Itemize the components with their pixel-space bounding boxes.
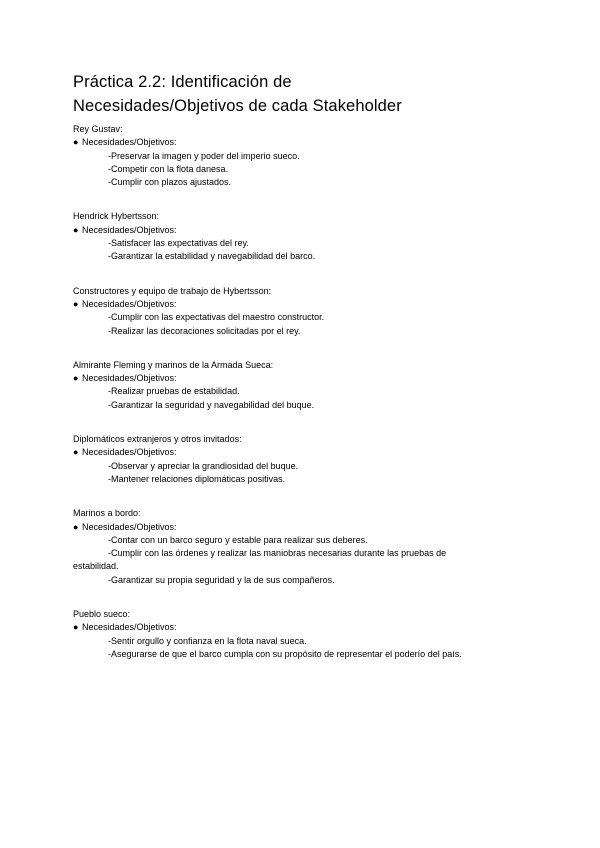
need-item: -Realizar pruebas de estabilidad. [108, 386, 240, 397]
stakeholder-section-rey-gustav [73, 123, 533, 189]
title-line-1: Práctica 2.2: Identificación de [73, 73, 292, 91]
need-item: -Asegurarse de que el barco cumpla con su propósito de representar el poderío del país. [108, 648, 462, 659]
stakeholder-name: Diplomáticos extranjeros y otros invitados: [73, 434, 242, 445]
needs-bullet [73, 621, 533, 634]
stakeholder-name: Hendrick Hybertsson: [73, 211, 160, 222]
need-item: -Cumplir con las expectativas del maestro constructor. [108, 312, 325, 323]
need-item: -Cumplir con plazos ajustados. [108, 177, 232, 188]
stakeholder-section-hendrick-hybertsson [73, 210, 533, 263]
bullet-icon: ● [73, 224, 79, 235]
bullet-icon: ● [73, 137, 79, 148]
need-item: -Mantener relaciones diplomáticas positivas. [108, 473, 286, 484]
bullet-icon: ● [73, 521, 79, 532]
need-item: -Competir con la flota danesa. [108, 163, 229, 174]
need-item-continuation: estabilidad. [73, 561, 119, 572]
stakeholder-name: Rey Gustav: [73, 124, 123, 134]
needs-label: Necesidades/Objetivos: [82, 224, 177, 235]
needs-bullet [73, 446, 533, 459]
needs-label: Necesidades/Objetivos: [82, 298, 177, 309]
stakeholder-name: Almirante Fleming y marinos de la Armada Sueca: [73, 359, 274, 370]
needs-bullet [73, 224, 533, 237]
need-item: -Garantizar la seguridad y navegabilidad del buque. [108, 399, 315, 410]
need-item: -Sentir orgullo y confianza en la flota naval sueca. [108, 635, 307, 646]
stakeholder-name: Constructores y equipo de trabajo de Hybertsson: [73, 285, 272, 296]
needs-bullet [73, 298, 533, 311]
bullet-icon: ● [73, 622, 79, 633]
stakeholder-section-diplomaticos [73, 433, 533, 486]
stakeholder-name: Pueblo sueco: [73, 609, 131, 620]
need-item: -Garantizar la estabilidad y navegabilidad del barco. [108, 251, 316, 262]
document-page [73, 70, 533, 682]
bullet-icon: ● [73, 447, 79, 458]
needs-bullet [73, 372, 533, 385]
needs-bullet [73, 521, 533, 534]
bullet-icon: ● [73, 373, 79, 384]
need-item: -Realizar las decoraciones solicitadas por el rey. [108, 325, 301, 336]
need-item: -Contar con un barco seguro y estable para realizar sus deberes. [108, 534, 368, 545]
stakeholder-section-constructores [73, 285, 533, 338]
stakeholder-section-almirante-fleming [73, 359, 533, 412]
needs-label: Necesidades/Objetivos: [82, 521, 177, 532]
need-item: -Observar y apreciar la grandiosidad del buque. [108, 460, 299, 471]
need-item: -Cumplir con las órdenes y realizar las maniobras necesarias durante las pruebas de [108, 548, 447, 559]
needs-bullet [73, 136, 533, 149]
stakeholder-section-pueblo-sueco [73, 608, 533, 661]
needs-label: Necesidades/Objetivos: [82, 137, 177, 148]
bullet-icon: ● [73, 298, 79, 309]
stakeholder-section-marinos-a-bordo [73, 507, 533, 587]
need-item: -Preservar la imagen y poder del imperio sueco. [108, 150, 300, 161]
stakeholder-name: Marinos a bordo: [73, 508, 141, 519]
need-item: -Garantizar su propia seguridad y la de sus compañeros. [108, 574, 335, 585]
needs-label: Necesidades/Objetivos: [82, 373, 177, 384]
needs-label: Necesidades/Objetivos: [82, 622, 177, 633]
need-item: -Satisfacer las expectativas del rey. [108, 238, 249, 249]
title-line-2: Necesidades/Objetivos de cada Stakeholder [73, 97, 402, 115]
document-title [73, 70, 533, 118]
needs-label: Necesidades/Objetivos: [82, 447, 177, 458]
